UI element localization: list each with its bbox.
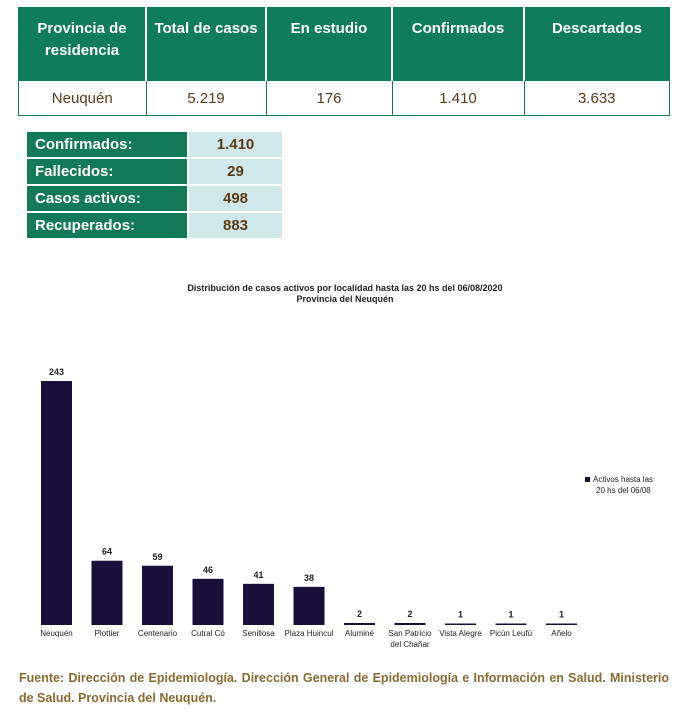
x-tick-label: Senillosa	[242, 629, 275, 638]
summary-header-cell: En estudio	[266, 8, 392, 81]
stats-table	[27, 132, 282, 240]
summary-table	[18, 7, 670, 116]
bar	[344, 623, 375, 625]
chart-title: Distribución de casos activos por localidad hasta las 20 hs del 06/08/2020	[187, 283, 503, 293]
x-tick-label: Plaza Huincul	[284, 629, 334, 638]
stats-value: 29	[188, 158, 282, 185]
bar	[546, 624, 577, 626]
bar	[395, 623, 426, 625]
stats-label: Confirmados:	[27, 132, 188, 158]
stats-label: Casos activos:	[27, 185, 188, 212]
stats-row	[27, 132, 282, 158]
data-label: 2	[356, 608, 363, 619]
bar	[445, 624, 476, 626]
summary-value-cell: 1.410	[392, 81, 524, 116]
data-label: 1	[558, 609, 565, 620]
data-label: 64	[101, 546, 113, 557]
summary-value-cell: Neuquén	[19, 81, 147, 116]
stats-row	[27, 158, 282, 185]
data-label: 2	[407, 608, 413, 619]
bar	[142, 566, 173, 625]
bar	[92, 561, 123, 625]
bar	[496, 624, 527, 626]
summary-value-row	[19, 81, 670, 116]
summary-header-cell: Provincia de residencia	[19, 8, 147, 81]
legend-swatch	[585, 477, 590, 482]
x-tick-label: del Chañar	[390, 640, 430, 649]
x-tick-label: Centenario	[137, 629, 178, 638]
summary-value-cell: 3.633	[524, 81, 670, 116]
data-label: 38	[303, 572, 315, 583]
x-tick-label: Aluminé	[345, 629, 374, 638]
source-footer: Fuente: Dirección de Epidemiología. Dirección General de Epidemiología e Información en Salud. Ministerio de Salud. Provincia del Neuquén.	[19, 671, 669, 705]
bar	[41, 381, 72, 625]
legend-label: 20 hs del 06/08	[596, 486, 651, 495]
x-tick-label: San Patricio	[388, 629, 432, 638]
stats-row	[27, 212, 282, 239]
stats-value: 883	[188, 212, 282, 239]
x-tick-label: Neuquén	[40, 629, 73, 638]
x-tick-label: Plottier	[94, 629, 120, 638]
x-tick-label: Cutral Có	[191, 629, 225, 638]
summary-header-row	[19, 8, 670, 81]
x-tick-label: Picún Leufú	[489, 629, 533, 638]
legend-label: Activos hasta las	[593, 475, 654, 484]
summary-header-cell: Total de casos	[146, 8, 266, 81]
chart-subtitle: Provincia del Neuquén	[296, 294, 394, 304]
data-label: 41	[253, 569, 264, 580]
summary-header-cell: Confirmados	[392, 8, 524, 81]
stats-value: 1.410	[188, 132, 282, 158]
stats-label: Recuperados:	[27, 212, 188, 239]
data-label: 46	[202, 564, 214, 575]
data-label: 59	[152, 551, 163, 562]
data-label: 1	[457, 609, 464, 620]
x-tick-label: Vista Alegre	[439, 629, 482, 638]
stats-value: 498	[188, 185, 282, 212]
stats-row	[27, 185, 282, 212]
data-label: 1	[508, 609, 514, 620]
bar	[193, 579, 224, 625]
bar	[294, 587, 325, 625]
bar-chart	[0, 300, 696, 655]
bar	[243, 584, 274, 625]
stats-label: Fallecidos:	[27, 158, 188, 185]
summary-header-cell: Descartados	[524, 8, 670, 81]
data-label: 243	[48, 367, 65, 377]
x-tick-label: Añelo	[551, 629, 572, 638]
summary-value-cell: 176	[266, 81, 392, 116]
summary-value-cell: 5.219	[146, 81, 266, 116]
